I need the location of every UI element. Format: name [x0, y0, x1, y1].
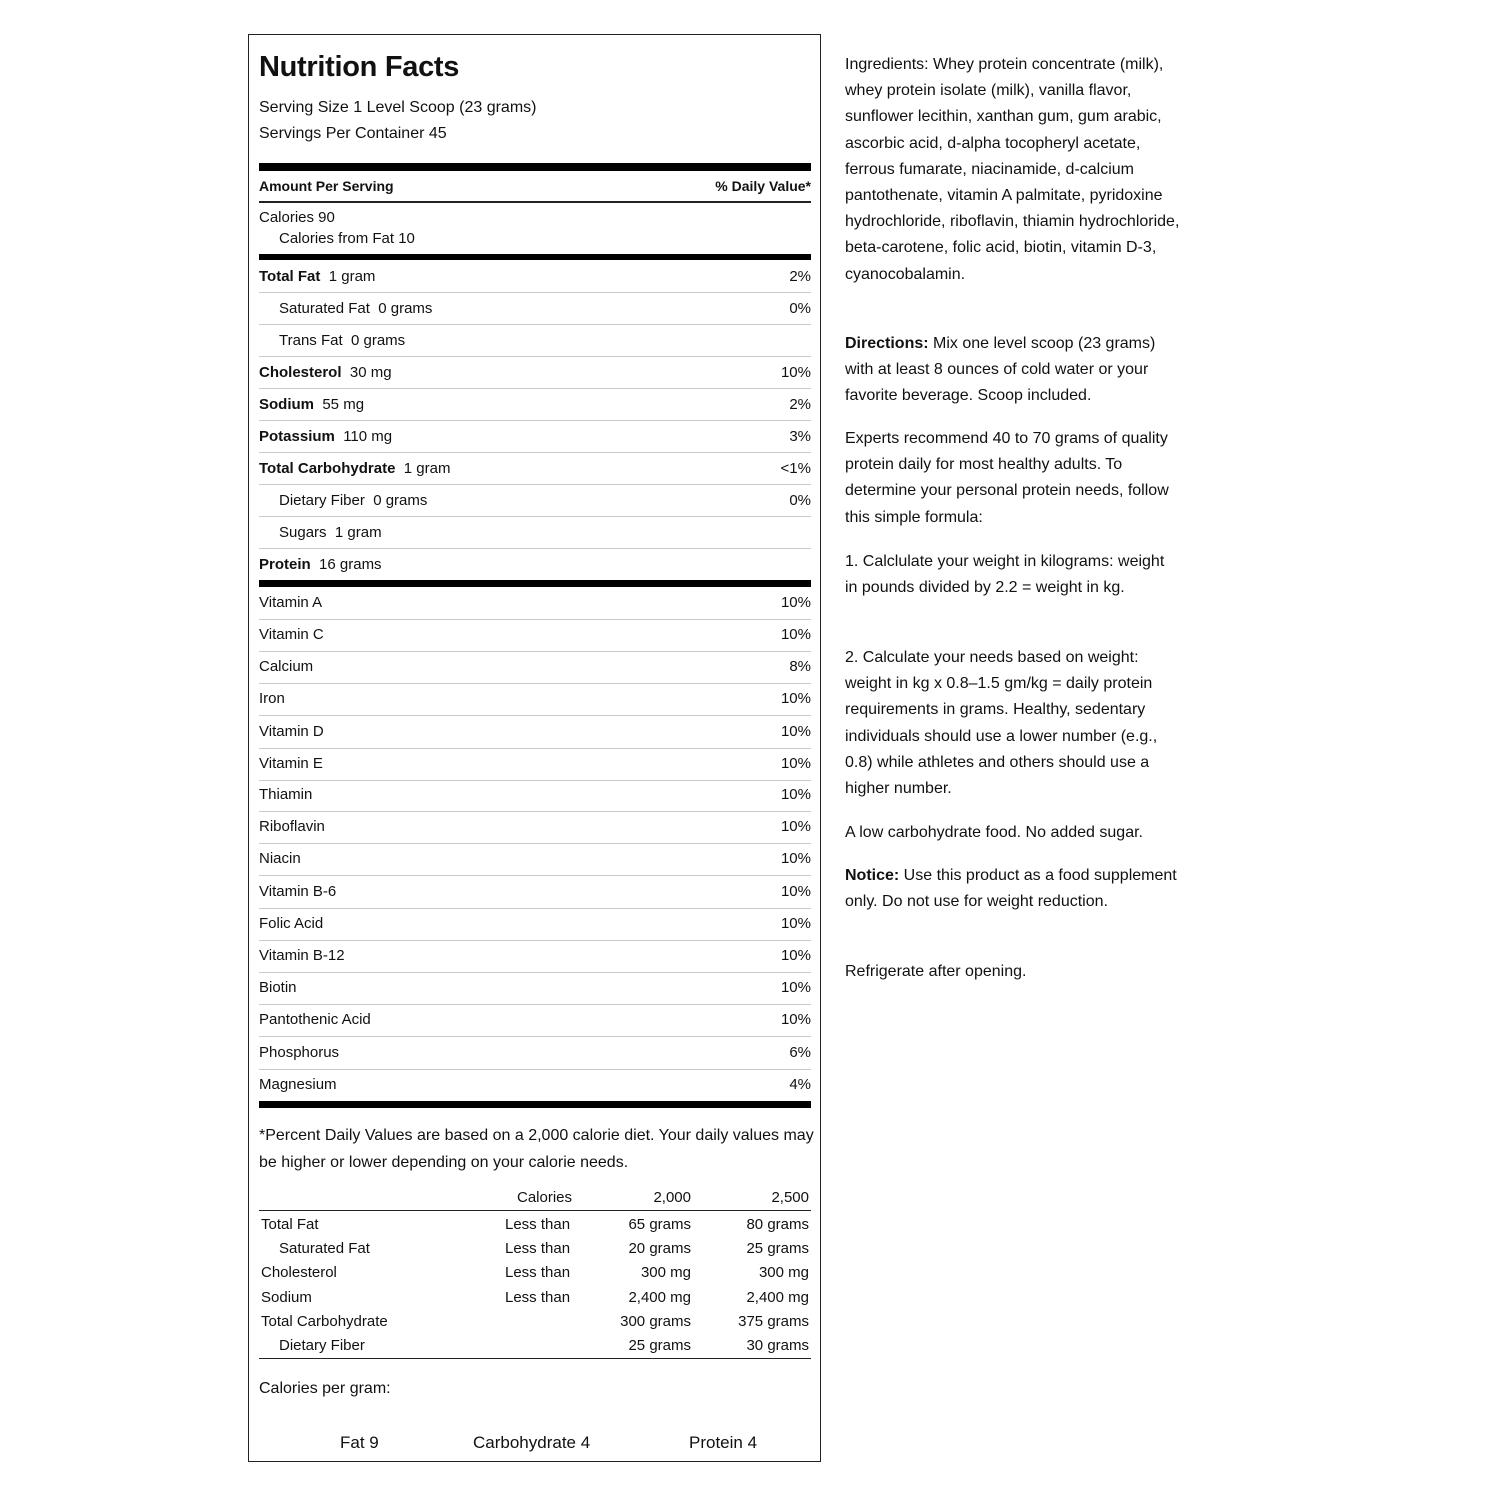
- dv-nutrient: Total Fat: [261, 1216, 319, 1233]
- vitamin-dv: 4%: [789, 1076, 811, 1093]
- dv-2500: 25 grams: [746, 1240, 809, 1257]
- row-divider: [259, 1069, 811, 1070]
- nutrient-amount: 0 grams: [378, 300, 433, 317]
- row-divider: [259, 548, 811, 549]
- notice-body: Use this product as a food supplement only. Do not use for weight reduction.: [845, 867, 1177, 911]
- nutrient-amount: 1 gram: [328, 268, 376, 285]
- dv-nutrient: Sodium: [261, 1289, 312, 1306]
- dv-2000: 300 mg: [640, 1264, 691, 1281]
- dv-table-divider: [259, 1358, 811, 1359]
- row-divider: [259, 780, 811, 781]
- vitamin-name: Vitamin E: [259, 755, 323, 772]
- experts-text: [845, 426, 1180, 531]
- calories-per-gram-label: Calories per gram:: [259, 1380, 391, 1397]
- vitamin-name: Biotin: [259, 979, 297, 996]
- refrigerate-text: [845, 959, 1180, 985]
- low-carb-text: [845, 820, 1180, 846]
- dv-nutrient: Cholesterol: [261, 1264, 337, 1281]
- vitamin-name: Calcium: [259, 658, 314, 675]
- row-divider: [259, 1036, 811, 1037]
- nutrient-name: Protein: [259, 556, 311, 573]
- vitamin-dv: 10%: [780, 626, 811, 643]
- vitamin-name: Vitamin D: [259, 723, 324, 740]
- row-divider: [259, 972, 811, 973]
- step2-text: [845, 645, 1180, 802]
- vitamin-name: Phosphorus: [259, 1044, 340, 1061]
- row-divider: [259, 748, 811, 749]
- vitamin-name: Vitamin A: [259, 594, 323, 611]
- vitamin-dv: 10%: [780, 723, 811, 740]
- row-divider: [259, 715, 811, 716]
- directions-body: Mix one level scoop (23 grams) with at least 8 ounces of cold water or your favorite beverage. Scoop included.: [845, 335, 1156, 405]
- vitamin-dv: 10%: [780, 850, 811, 867]
- nutrient-dv: 2%: [789, 268, 811, 285]
- nutrient-dv: 3%: [789, 428, 811, 445]
- dv-table-divider: [259, 1210, 811, 1211]
- daily-value-header: % Daily Value*: [715, 178, 811, 194]
- thick-divider: [259, 1101, 811, 1108]
- dv-qualifier: Less than: [505, 1240, 571, 1257]
- nutrient-dv: <1%: [780, 460, 811, 477]
- dv-2000: 300 grams: [620, 1313, 691, 1330]
- directions-label: Directions:: [845, 335, 929, 352]
- row-divider: [259, 875, 811, 876]
- nutrient-name: Sodium: [259, 396, 314, 413]
- dv-header-2000: 2,000: [653, 1189, 691, 1206]
- row-divider: [259, 908, 811, 909]
- nutrient-dv: 0%: [789, 492, 811, 509]
- notice-text: [845, 863, 1180, 915]
- vitamin-dv: 10%: [780, 690, 811, 707]
- protein-per-gram: Protein 4: [689, 1433, 758, 1452]
- nutrient-amount: 1 gram: [334, 524, 382, 541]
- nutrient-amount: 16 grams: [319, 556, 382, 573]
- vitamin-name: Niacin: [259, 850, 301, 867]
- row-divider: [259, 292, 811, 293]
- row-divider: [259, 324, 811, 325]
- nutrient-name: Trans Fat: [279, 332, 343, 349]
- row-divider: [259, 940, 811, 941]
- ingredients: Ingredients: Whey protein concentrate (milk), whey protein isolate (milk), vanilla flavor, sunflower lecithin, xanthan gum, gum arabic, ascorbic acid, d-alpha tocopheryl acetate, ferrous fumarate, niacinamide, d-calcium pantothenate, vitamin A palmitate, pyridoxine hydrochloride, riboflavin, thiamin hydrochloride, beta-carotene, folic acid, biotin, vitamin D-3, cyanocobalamin.: [845, 56, 1180, 283]
- vitamin-name: Thiamin: [259, 786, 313, 803]
- vitamin-dv: 10%: [780, 1011, 811, 1028]
- dv-2500: 375 grams: [738, 1313, 809, 1330]
- nutrient-name: Sugars: [279, 524, 327, 541]
- vitamin-dv: 10%: [780, 915, 811, 932]
- notice-label: Notice:: [845, 867, 900, 884]
- nutrient-name: Total Fat: [259, 268, 321, 285]
- nutrient-dv: 10%: [780, 364, 811, 381]
- nutrient-dv: 0%: [789, 300, 811, 317]
- row-divider: [259, 683, 811, 684]
- step1-text: [845, 549, 1180, 601]
- label-title: Nutrition Facts: [259, 51, 460, 83]
- experts: Experts recommend 40 to 70 grams of quality protein daily for most healthy adults. To determine your personal protein needs, follow this simple formula:: [845, 430, 1169, 526]
- footnote: *Percent Daily Values are based on a 2,000 calorie diet. Your daily values may be higher or lower depending on your calorie needs.: [259, 1127, 814, 1171]
- row-divider: [259, 1004, 811, 1005]
- vitamin-dv: 6%: [789, 1044, 811, 1061]
- directions-text: [845, 331, 1180, 410]
- ingredients-text: [845, 52, 1180, 288]
- nutrient-name: Saturated Fat: [279, 300, 370, 317]
- carbohydrate-per-gram: Carbohydrate 4: [473, 1433, 591, 1452]
- medium-divider: [259, 254, 811, 260]
- nutrient-amount: 110 mg: [343, 428, 393, 445]
- dv-2500: 30 grams: [746, 1337, 809, 1354]
- dv-qualifier: Less than: [505, 1216, 571, 1233]
- nutrient-name: Dietary Fiber: [279, 492, 365, 509]
- divider: [259, 201, 811, 203]
- vitamin-dv: 10%: [780, 755, 811, 772]
- calories-from-fat: Calories from Fat 10: [279, 230, 415, 247]
- vitamin-name: Vitamin C: [259, 626, 324, 643]
- servings-per-container: Servings Per Container 45: [259, 125, 447, 142]
- dv-2000: 65 grams: [628, 1216, 691, 1233]
- vitamin-dv: 8%: [789, 658, 811, 675]
- refrigerate: Refrigerate after opening.: [845, 963, 1027, 980]
- nutrition-facts-label: [248, 34, 821, 1462]
- step2: 2. Calculate your needs based on weight: weight in kg x 0.8–1.5 gm/kg = daily protein requirements in grams. Healthy, sedentary individuals should use a lower number (e.g., 0.8) while athletes and others should use a higher number.: [845, 649, 1158, 798]
- nutrient-amount: 0 grams: [373, 492, 428, 509]
- step1: 1. Calclulate your weight in kilograms: weight in pounds divided by 2.2 = weight in kg.: [845, 553, 1165, 597]
- dv-2000: 2,400 mg: [628, 1289, 691, 1306]
- thick-divider: [259, 163, 811, 171]
- nutrient-amount: 1 gram: [403, 460, 451, 477]
- nutrient-dv: 2%: [789, 396, 811, 413]
- dv-2000: 25 grams: [628, 1337, 691, 1354]
- row-divider: [259, 356, 811, 357]
- dv-2000: 20 grams: [628, 1240, 691, 1257]
- dv-2500: 2,400 mg: [746, 1289, 809, 1306]
- vitamin-name: Pantothenic Acid: [259, 1011, 371, 1028]
- vitamin-dv: 10%: [780, 818, 811, 835]
- dv-qualifier: Less than: [505, 1289, 571, 1306]
- row-divider: [259, 420, 811, 421]
- thick-divider: [259, 580, 811, 587]
- vitamin-name: Vitamin B-12: [259, 947, 345, 964]
- dv-qualifier: Less than: [505, 1264, 571, 1281]
- dv-2500: 300 mg: [758, 1264, 809, 1281]
- fat-per-gram: Fat 9: [340, 1433, 379, 1452]
- row-divider: [259, 452, 811, 453]
- row-divider: [259, 484, 811, 485]
- vitamin-dv: 10%: [780, 786, 811, 803]
- amount-per-serving-label: Amount Per Serving: [259, 178, 394, 194]
- dv-nutrient: Total Carbohydrate: [261, 1313, 388, 1330]
- dv-nutrient: Dietary Fiber: [279, 1337, 365, 1354]
- row-divider: [259, 619, 811, 620]
- vitamin-dv: 10%: [780, 947, 811, 964]
- vitamin-name: Vitamin B-6: [259, 883, 337, 900]
- vitamin-dv: 10%: [780, 979, 811, 996]
- row-divider: [259, 843, 811, 844]
- dv-header-calories: Calories: [517, 1189, 573, 1206]
- vitamin-dv: 10%: [780, 883, 811, 900]
- row-divider: [259, 388, 811, 389]
- vitamin-dv: 10%: [780, 594, 811, 611]
- vitamin-name: Riboflavin: [259, 818, 325, 835]
- nutrient-name: Potassium: [259, 428, 335, 445]
- nutrient-name: Total Carbohydrate: [259, 460, 396, 477]
- dv-2500: 80 grams: [746, 1216, 809, 1233]
- nutrient-amount: 0 grams: [350, 332, 406, 349]
- vitamin-name: Magnesium: [259, 1076, 337, 1093]
- nutrient-amount: 30 mg: [349, 364, 392, 381]
- row-divider: [259, 811, 811, 812]
- vitamin-name: Iron: [259, 690, 285, 707]
- vitamin-name: Folic Acid: [259, 915, 324, 932]
- calories: Calories 90: [259, 209, 335, 226]
- nutrient-name: Cholesterol: [259, 364, 342, 381]
- low-carb: A low carbohydrate food. No added sugar.: [845, 824, 1143, 841]
- row-divider: [259, 651, 811, 652]
- dv-header-2500: 2,500: [771, 1189, 809, 1206]
- serving-size: Serving Size 1 Level Scoop (23 grams): [259, 99, 537, 116]
- nutrient-amount: 55 mg: [322, 396, 365, 413]
- dv-nutrient: Saturated Fat: [279, 1240, 370, 1257]
- row-divider: [259, 516, 811, 517]
